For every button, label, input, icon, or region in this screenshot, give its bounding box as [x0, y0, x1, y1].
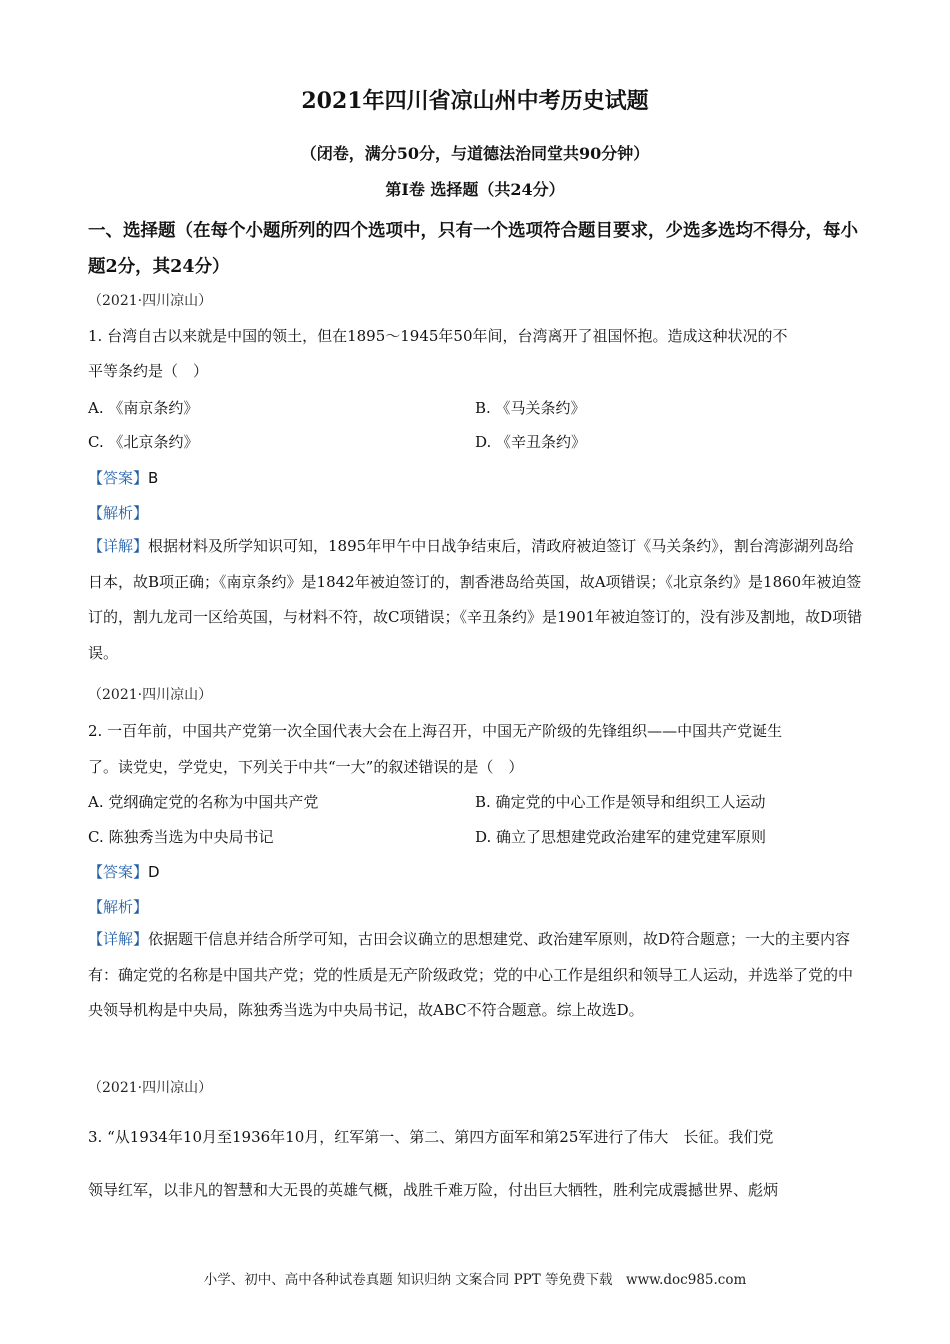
- q2-detail-label: 【详解】: [88, 930, 149, 948]
- q1-option-a: A. 《南京条约》: [88, 399, 199, 417]
- q1-option-d: D. 《辛丑条约》: [475, 433, 587, 451]
- q1-detail: [88, 529, 864, 671]
- q2-option-c: C. 陈独秀当选为中央局书记: [88, 828, 274, 846]
- page-title: 2021年四川省凉山州中考历史试题: [301, 88, 649, 114]
- q2-answer-label: 【答案】: [88, 863, 149, 881]
- q1-detail-text: 根据材料及所学知识可知，1895年甲午中日战争结束后，清政府被迫签订《马关条约》，割台湾澎湖列岛给日本，故B项正确；《南京条约》是1842年被迫签订的，割香港岛给英国，故A项错误；《北京条约》是1860年被迫签订的，割九龙司一区给英国，与材料不符，故C项错误；《辛丑条约》是1901年被迫签订的，没有涉及割地，故D项错误。: [88, 537, 863, 662]
- q2-answer-value: D: [148, 863, 160, 881]
- q1-source: （2021·四川凉山）: [88, 293, 213, 309]
- q1-stem-line1: 1. 台湾自古以来就是中国的领土，但在1895～1945年50年间，台湾离开了祖国怀抱。造成这种状况的不: [88, 327, 788, 345]
- q1-answer: [88, 467, 158, 488]
- volume-heading: 第Ⅰ卷 选择题（共24分）: [385, 180, 565, 199]
- q3-stem-line2: 领导红军，以非凡的智慧和大无畏的英雄气概，战胜千难万险，付出巨大牺牲，胜利完成震撼世界、彪炳: [88, 1181, 779, 1199]
- q1-stem-line2: 平等条约是（ ）: [88, 362, 209, 380]
- q2-source: （2021·四川凉山）: [88, 687, 213, 703]
- q2-option-b: B. 确定党的中心工作是领导和组织工人运动: [475, 793, 766, 811]
- q2-answer: [88, 861, 160, 882]
- footer-note: 小学、初中、高中各种试卷真题 知识归纳 文案合同 PPT 等免费下载 www.doc985.com: [203, 1272, 747, 1288]
- q3-source: （2021·四川凉山）: [88, 1080, 213, 1096]
- q1-option-b: B. 《马关条约》: [475, 399, 586, 417]
- q1-analysis-label: 【解析】: [88, 504, 149, 522]
- q2-detail: [88, 922, 864, 1029]
- exam-subtitle: （闭卷，满分50分，与道德法治同堂共90分钟）: [300, 144, 650, 163]
- q1-answer-value: B: [148, 469, 159, 487]
- q1-answer-label: 【答案】: [88, 469, 149, 487]
- q2-stem-line2: 了。读党史，学党史，下列关于中共“一大”的叙述错误的是（ ）: [88, 758, 524, 776]
- q3-stem-line1: 3. “从1934年10月至1936年10月，红军第一、第二、第四方面军和第25军进行了伟大 长征。我们党: [88, 1128, 774, 1146]
- q2-option-d: D. 确立了思想建党政治建军的建党建军原则: [475, 828, 767, 846]
- q1-option-c: C. 《北京条约》: [88, 433, 199, 451]
- q1-detail-label: 【详解】: [88, 537, 149, 555]
- q2-stem-line1: 2. 一百年前，中国共产党第一次全国代表大会在上海召开，中国无产阶级的先锋组织——中国共产党诞生: [88, 722, 783, 740]
- q2-analysis-label: 【解析】: [88, 898, 149, 916]
- q2-detail-text: 依据题干信息并结合所学可知，古田会议确立的思想建党、政治建军原则，故D符合题意；一大的主要内容有：确定党的名称是中国共产党；党的性质是无产阶级政党；党的中心工作是组织和领导工人运动，并选举了党的中央领导机构是中央局，陈独秀当选为中央局书记，故ABC不符合题意。综上故选D。: [88, 930, 854, 1020]
- q2-option-a: A. 党纲确定党的名称为中国共产党: [88, 793, 319, 811]
- section-heading: 一、选择题（在每个小题所列的四个选项中，只有一个选项符合题目要求，少选多选均不得分，每小题2分，其24分）: [88, 221, 858, 277]
